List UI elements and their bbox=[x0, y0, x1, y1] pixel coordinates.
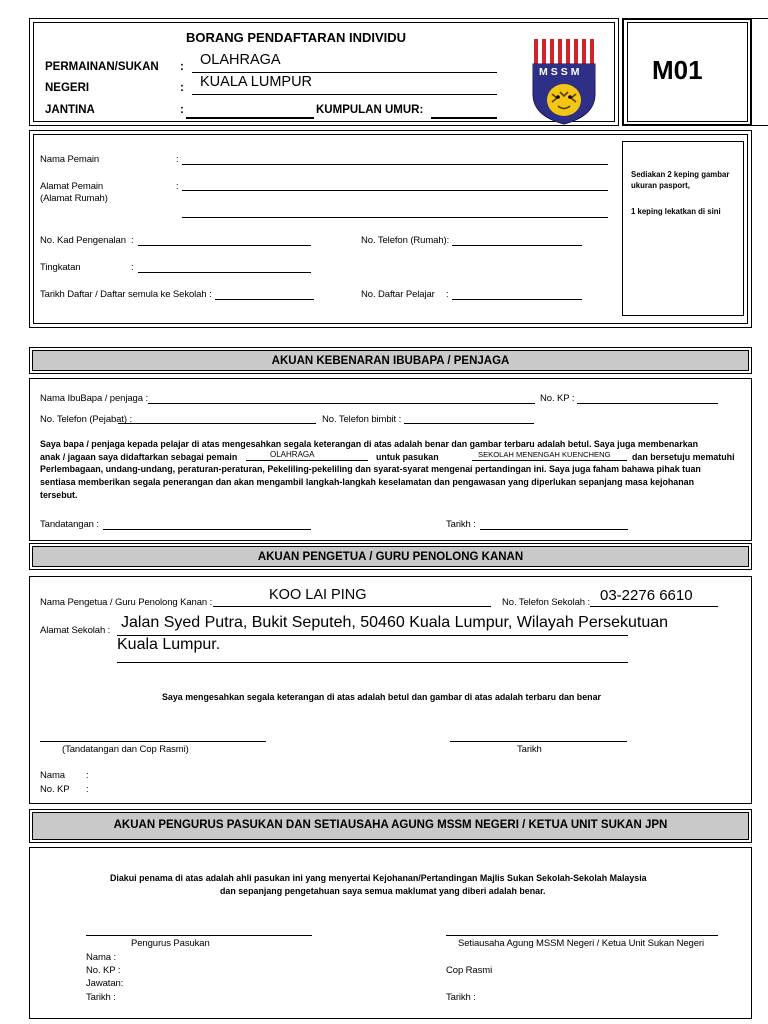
manager-kp-label: No. KP : bbox=[86, 965, 121, 976]
parent-name-label: Nama IbuBapa / penjaga : bbox=[40, 393, 148, 404]
student-address-label: Alamat Pemain bbox=[40, 181, 104, 192]
principal-signature-line[interactable] bbox=[40, 741, 266, 742]
manager-nama-label: Nama : bbox=[86, 952, 117, 963]
manager-declaration-2: dan sepanjang pengetahuan saya semua maklumat yang diberi adalah benar. bbox=[220, 886, 546, 896]
office-phone-label: No. Telefon (Pejabat) : bbox=[40, 414, 133, 425]
parent-declaration-sport: OLAHRAGA bbox=[270, 450, 315, 459]
school-address-line-1: Jalan Syed Putra, Bukit Seputeh, 50460 Kuala Lumpur, Wilayah Persekutuan bbox=[121, 614, 669, 631]
register-date-label: Tarikh Daftar / Daftar semula ke Sekolah : bbox=[40, 289, 212, 300]
sport-value: OLAHRAGA bbox=[200, 52, 281, 68]
state-value: KUALA LUMPUR bbox=[200, 74, 313, 90]
principal-date-label: Tarikh bbox=[517, 744, 542, 755]
principal-nama-label: Nama bbox=[40, 770, 65, 781]
form-code: M01 bbox=[652, 55, 703, 85]
age-group-label: KUMPULAN UMUR: bbox=[316, 104, 424, 116]
ic-colon: : bbox=[131, 235, 134, 246]
sport-label: PERMAINAN/SUKAN bbox=[45, 61, 159, 73]
gender-colon: : bbox=[180, 104, 184, 116]
student-name-label: Nama Pemain bbox=[40, 154, 100, 165]
manager-jawatan-label: Jawatan: bbox=[86, 978, 124, 989]
ic-label: No. Kad Pengenalan bbox=[40, 235, 126, 246]
parent-declaration-school: SEKOLAH MENENGAH KUENCHENG bbox=[478, 450, 611, 459]
principal-kp-colon: : bbox=[86, 784, 89, 795]
age-group-line[interactable] bbox=[431, 117, 497, 119]
parent-signature-label: Tandatangan : bbox=[40, 519, 99, 530]
principal-declaration: Saya mengesahkan segala keterangan di atas adalah betul dan gambar di atas adalah terbaru dan benar bbox=[162, 692, 601, 702]
parent-declaration-line-2a: anak / jagaan saya didaftarkan sebagai pemain bbox=[40, 452, 238, 462]
state-label: NEGERI bbox=[45, 82, 90, 94]
gender-label: JANTINA bbox=[45, 104, 95, 116]
school-phone-line[interactable] bbox=[590, 606, 718, 607]
header-right-rule-bottom bbox=[752, 125, 768, 126]
principal-name-label: Nama Pengetua / Guru Penolong Kanan : bbox=[40, 597, 213, 608]
principal-frame bbox=[29, 576, 752, 804]
parent-declaration-line-1: Saya bapa / penjaga kepada pelajar di atas mengesahkan segala keterangan di atas adalah benar dan gambar terbaru adalah betul. Saya juga membenarkan bbox=[40, 439, 698, 449]
manager-declaration-1: Diakui penama di atas adalah ahli pasukan ini yang menyertai Kejohanan/Pertandingan Majlis Sukan Sekolah-Sekolah Malaysia bbox=[110, 873, 647, 883]
team-manager-signature-line[interactable] bbox=[86, 935, 312, 936]
phone-home-label: No. Telefon (Rumah): bbox=[361, 235, 450, 246]
secretary-date-label: Tarikh : bbox=[446, 992, 476, 1003]
parent-declaration-line-4: sentiasa memberikan segala penerangan dan akan mengambil langkah-langkah keselamatan dan pengawasan yang diperlukan sepanjang masa kejohanan bbox=[40, 477, 695, 487]
form-title: BORANG PENDAFTARAN INDIVIDU bbox=[186, 30, 407, 45]
principal-name-line[interactable] bbox=[213, 606, 491, 607]
logo-text: MSSM bbox=[539, 66, 583, 78]
parent-kp-label: No. KP : bbox=[540, 393, 575, 404]
mssm-logo bbox=[530, 36, 598, 126]
student-name-line[interactable] bbox=[182, 164, 608, 165]
gender-line[interactable] bbox=[186, 117, 314, 119]
state-line[interactable] bbox=[192, 94, 497, 95]
student-address-line-1[interactable] bbox=[182, 190, 608, 191]
header-right-rule-top bbox=[752, 18, 768, 19]
manager-tarikh-label: Tarikh : bbox=[86, 992, 116, 1003]
student-address-colon: : bbox=[176, 181, 179, 192]
school-address-line-2: Kuala Lumpur. bbox=[117, 636, 221, 653]
form-level-line[interactable] bbox=[138, 272, 311, 273]
student-no-line[interactable] bbox=[452, 299, 582, 300]
student-no-label: No. Daftar Pelajar bbox=[361, 289, 435, 300]
student-address-sublabel: (Alamat Rumah) bbox=[40, 193, 108, 204]
principal-signature-label: (Tandatangan dan Cop Rasmi) bbox=[62, 744, 189, 755]
ic-line[interactable] bbox=[138, 245, 311, 246]
mobile-phone-label: No. Telefon bimbit : bbox=[322, 414, 402, 425]
parent-declaration-line-3: Perlembagaan, undang-undang, peraturan-peraturan, Pekeliling-pekeliling dan syarat-syarat mengenai pertandingan ini. Saya juga faham bahawa pihak tuan bbox=[40, 464, 701, 474]
principal-kp-label: No. KP bbox=[40, 784, 70, 795]
secretary-label: Setiausaha Agung MSSM Negeri / Ketua Unit Sukan Negeri bbox=[458, 938, 704, 949]
office-phone-line[interactable] bbox=[118, 423, 316, 424]
principal-name-value: KOO LAI PING bbox=[269, 587, 367, 603]
parent-date-label: Tarikh : bbox=[446, 519, 476, 530]
team-manager-label: Pengurus Pasukan bbox=[131, 938, 210, 949]
parent-declaration-line-2c: dan bersetuju mematuhi bbox=[632, 452, 735, 462]
sport-line[interactable] bbox=[192, 72, 497, 73]
principal-date-line[interactable] bbox=[450, 741, 627, 742]
school-phone-label: No. Telefon Sekolah : bbox=[502, 597, 591, 608]
student-address-line-2[interactable] bbox=[182, 217, 608, 218]
secretary-signature-line[interactable] bbox=[446, 935, 718, 936]
parent-declaration-line-2b: untuk pasukan bbox=[376, 452, 439, 462]
principal-section-header: AKUAN PENGETUA / GURU PENOLONG KANAN bbox=[29, 543, 752, 570]
principal-nama-colon: : bbox=[86, 770, 89, 781]
student-name-colon: : bbox=[176, 154, 179, 165]
parent-declaration-sport-line[interactable] bbox=[246, 460, 368, 461]
official-stamp-label: Cop Rasmi bbox=[446, 965, 493, 976]
photo-note-1: Sediakan 2 keping gambar ukuran pasport, bbox=[631, 170, 730, 190]
school-phone-value: 03-2276 6610 bbox=[600, 587, 693, 604]
parent-name-line[interactable] bbox=[148, 403, 535, 404]
photo-box[interactable] bbox=[622, 141, 744, 316]
photo-note-2: 1 keping lekatkan di sini bbox=[631, 207, 721, 216]
parent-date-line[interactable] bbox=[480, 529, 628, 530]
parent-kp-line[interactable] bbox=[577, 403, 718, 404]
school-address-rule-2[interactable] bbox=[117, 662, 628, 663]
sport-colon: : bbox=[180, 61, 184, 73]
manager-section-header: AKUAN PENGURUS PASUKAN DAN SETIAUSAHA AGUNG MSSM NEGERI / KETUA UNIT SUKAN JPN bbox=[29, 809, 752, 843]
form-level-label: Tingkatan bbox=[40, 262, 81, 273]
phone-home-line[interactable] bbox=[452, 245, 582, 246]
parent-section-header: AKUAN KEBENARAN IBUBAPA / PENJAGA bbox=[29, 347, 752, 374]
parent-declaration-line-5: tersebut. bbox=[40, 490, 78, 500]
state-colon: : bbox=[180, 82, 184, 94]
form-level-colon: : bbox=[131, 262, 134, 273]
parent-signature-line[interactable] bbox=[103, 529, 311, 530]
mobile-phone-line[interactable] bbox=[404, 423, 534, 424]
parent-declaration-school-line[interactable] bbox=[472, 460, 627, 461]
register-date-line[interactable] bbox=[215, 299, 314, 300]
school-address-label: Alamat Sekolah : bbox=[40, 625, 111, 636]
student-no-colon: : bbox=[446, 289, 449, 300]
